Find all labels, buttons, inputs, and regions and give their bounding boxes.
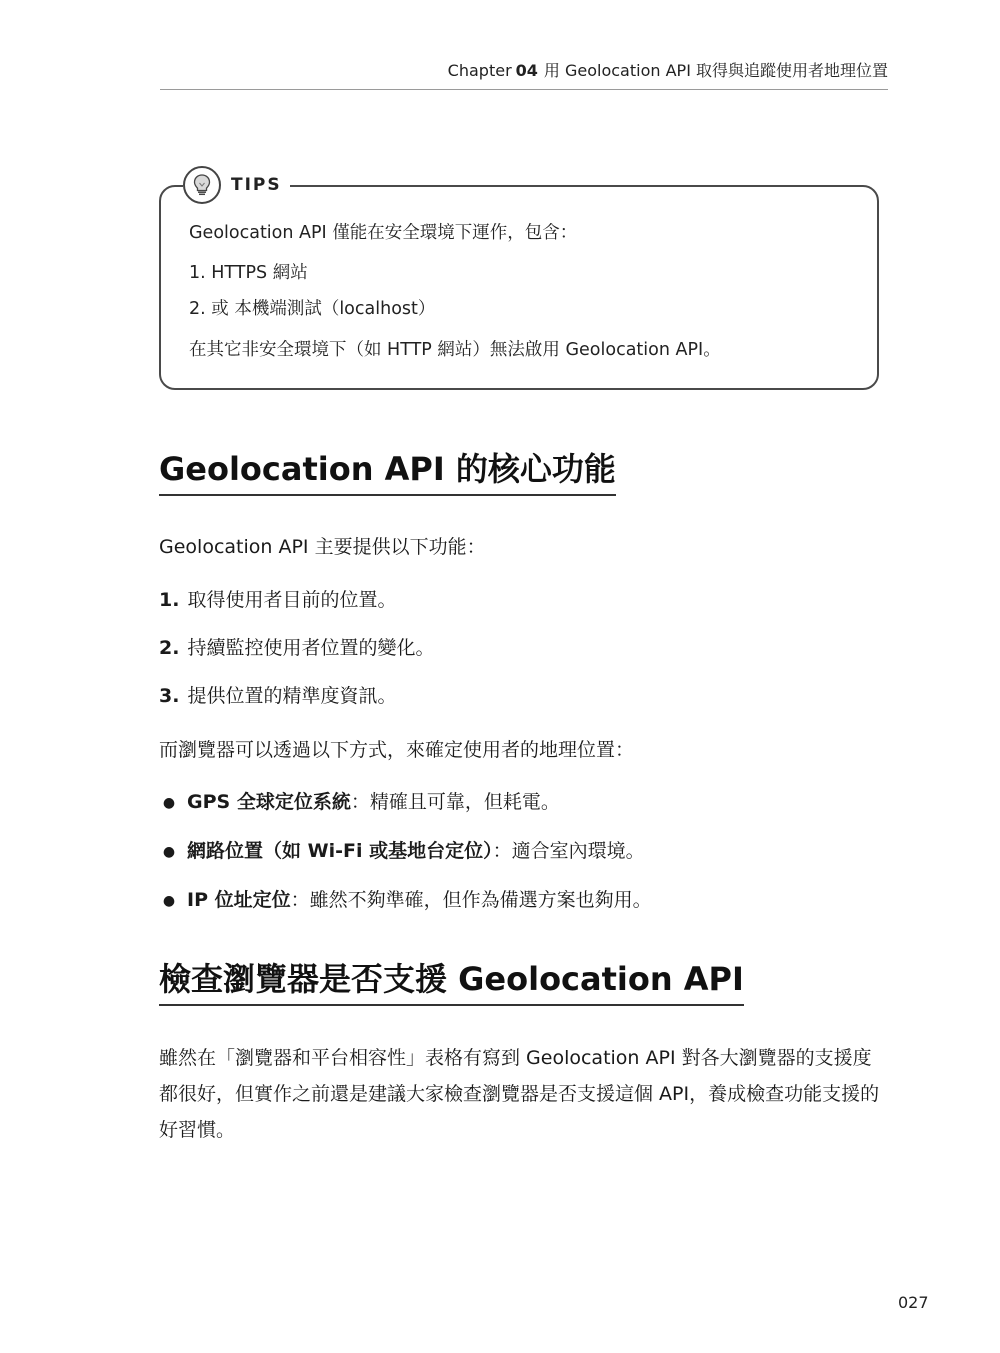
tips-line: 1. HTTPS 網站 [189,263,308,283]
list-text: 提供位置的精準度資訊。 [187,685,397,707]
bullet-icon: ● [162,843,176,860]
tips-body [189,223,721,360]
tips-line: Geolocation API 僅能在安全環境下運作，包含： [189,223,578,243]
method-name: 網路位置（如 Wi-Fi 或基地台定位） [187,840,493,862]
list-item [159,682,434,730]
tips-box [159,175,879,390]
section-heading: 檢查瀏覽器是否支援 Geolocation API [159,960,744,1006]
list-item [159,788,652,837]
methods-intro: 而瀏覽器可以透過以下方式，來確定使用者的地理位置： [159,739,635,761]
feature-list [159,586,434,730]
methods-list [159,788,652,935]
method-name: GPS 全球定位系統 [187,791,351,813]
list-number: 3. [159,685,180,707]
section-body: 雖然在「瀏覽器和平台相容性」表格有寫到 Geolocation API 對各大瀏覽器的支援度都很好，但實作之前還是建議大家檢查瀏覽器是否支援這個 API，養成檢查功能支援的好習慣。 [159,1047,880,1141]
bullet-icon: ● [162,892,176,909]
tips-line: 2. 或 本機端測試（localhost） [189,299,436,319]
list-item [159,886,652,935]
list-item [159,837,652,886]
list-item [159,586,434,634]
list-number: 1. [159,589,180,611]
tips-label: TIPS [231,175,282,195]
method-desc: ：適合室內環境。 [492,840,645,862]
tips-header [183,165,290,205]
list-item [159,634,434,682]
chapter-label: Chapter [447,61,512,80]
section-intro: Geolocation API 主要提供以下功能： [159,536,486,558]
page-number: 027 [898,1293,929,1312]
bullet-icon: ● [162,794,176,811]
section-heading: Geolocation API 的核心功能 [159,450,616,496]
running-header [160,58,888,90]
lightbulb-icon [183,166,221,204]
chapter-title: 用 Geolocation API 取得與追蹤使用者地理位置 [543,61,888,80]
tips-line: 在其它非安全環境下（如 HTTP 網站）無法啟用 Geolocation API。 [189,340,721,360]
list-number: 2. [159,637,180,659]
chapter-number: 04 [515,61,538,80]
method-desc: ：雖然不夠準確，但作為備選方案也夠用。 [290,889,652,911]
list-text: 取得使用者目前的位置。 [187,589,397,611]
method-name: IP 位址定位 [187,889,291,911]
list-text: 持續監控使用者位置的變化。 [187,637,435,659]
method-desc: ：精確且可靠，但耗電。 [350,791,560,813]
